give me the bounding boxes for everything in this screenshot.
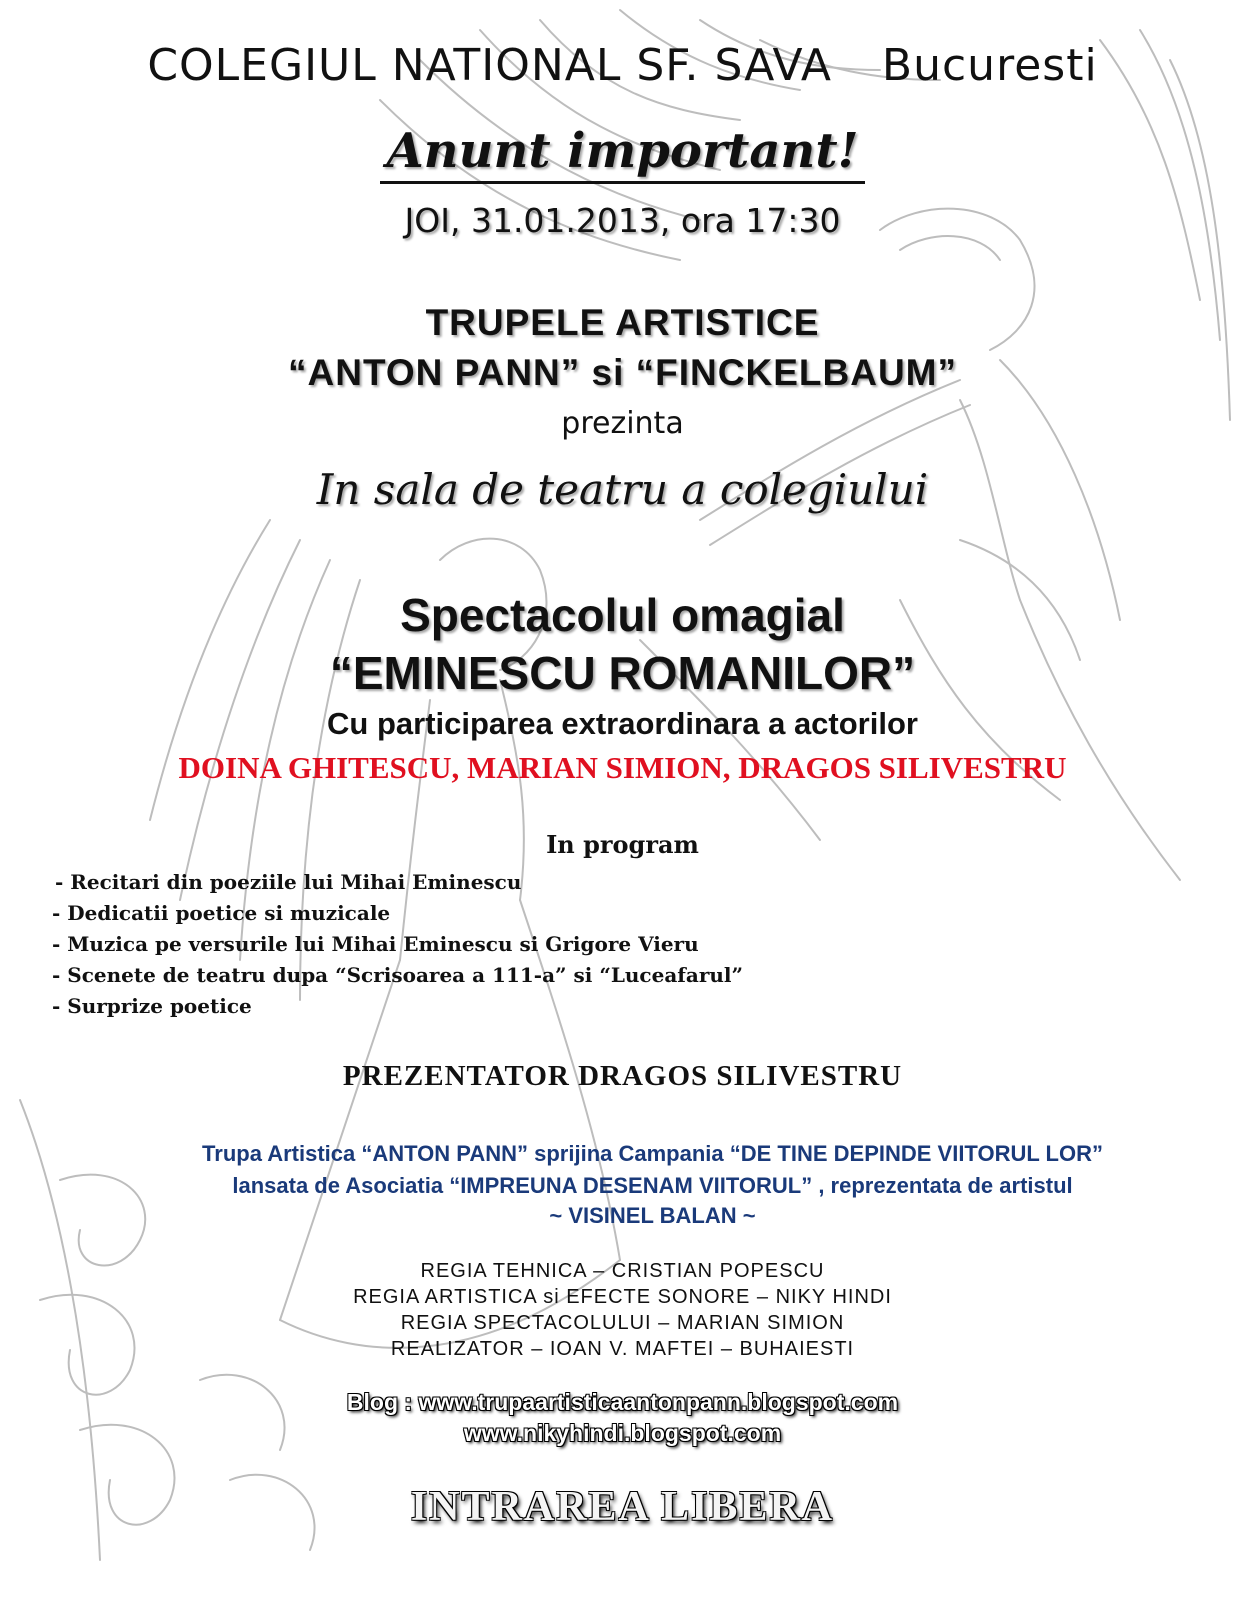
presenter-text: PREZENTATOR DRAGOS SILIVESTRU — [342, 1060, 903, 1092]
announcement-text: Anunt important! — [380, 123, 864, 184]
campaign-line-2: lansata de Asociatia “IMPREUNA DESENAM VIITORUL” , reprezentata de artistul — [232, 1173, 1073, 1198]
blog-link-2[interactable]: www.nikyhindi.blogspot.com — [463, 1420, 782, 1446]
troupes-title: TRUPELE ARTISTICE — [425, 302, 820, 343]
credit-line: REGIA SPECTACOLULUI – MARIAN SIMION — [400, 1312, 845, 1334]
blog-link-1[interactable]: Blog : www.trupaartisticaantonpann.blogspot.com — [346, 1389, 899, 1415]
actors-list: DOINA GHITESCU, MARIAN SIMION, DRAGOS SILIVESTRU — [178, 750, 1067, 785]
school-name: COLEGIUL NATIONAL SF. SAVA — [147, 40, 832, 91]
program-item: - Dedicatii poetice si muzicale — [52, 901, 391, 925]
credit-line: REALIZATOR – IOAN V. MAFTEI – BUHAIESTI — [390, 1338, 855, 1360]
campaign-line-3: ~ VISINEL BALAN ~ — [549, 1203, 756, 1228]
credit-line: REGIA TEHNICA – CRISTIAN POPESCU — [420, 1260, 825, 1282]
program-item: - Scenete de teatru dupa “Scrisoarea a 111-a” si “Luceafarul” — [52, 963, 744, 987]
participation-text: Cu participarea extraordinara a actorilor — [327, 706, 918, 741]
presents-label: prezinta — [561, 406, 684, 441]
venue-text: In sala de teatru a colegiului — [316, 465, 929, 514]
school-city: Bucuresti — [881, 40, 1098, 91]
school-header — [0, 40, 1245, 91]
program-item: - Surprize poetice — [52, 994, 252, 1018]
campaign-line-1: Trupa Artistica “ANTON PANN” sprijina Campania “DE TINE DEPINDE VIITORUL LOR” — [202, 1141, 1103, 1166]
announcement-heading — [0, 123, 1245, 179]
troupes-names: “ANTON PANN” si “FINCKELBAUM” — [288, 352, 957, 393]
free-entry-text: INTRAREA LIBERA — [410, 1484, 835, 1530]
event-date-time: JOI, 31.01.2013, ora 17:30 — [404, 201, 841, 240]
credit-line: REGIA ARTISTICA si EFECTE SONORE – NIKY HINDI — [353, 1286, 892, 1308]
show-title-line2: “EMINESCU ROMANILOR” — [329, 647, 916, 699]
program-item: - Recitari din poeziile lui Mihai Eminescu — [55, 870, 522, 894]
program-item: - Muzica pe versurile lui Mihai Eminescu si Grigore Vieru — [52, 932, 699, 956]
show-title-line1: Spectacolul omagial — [400, 589, 845, 641]
program-heading: In program — [546, 830, 699, 859]
